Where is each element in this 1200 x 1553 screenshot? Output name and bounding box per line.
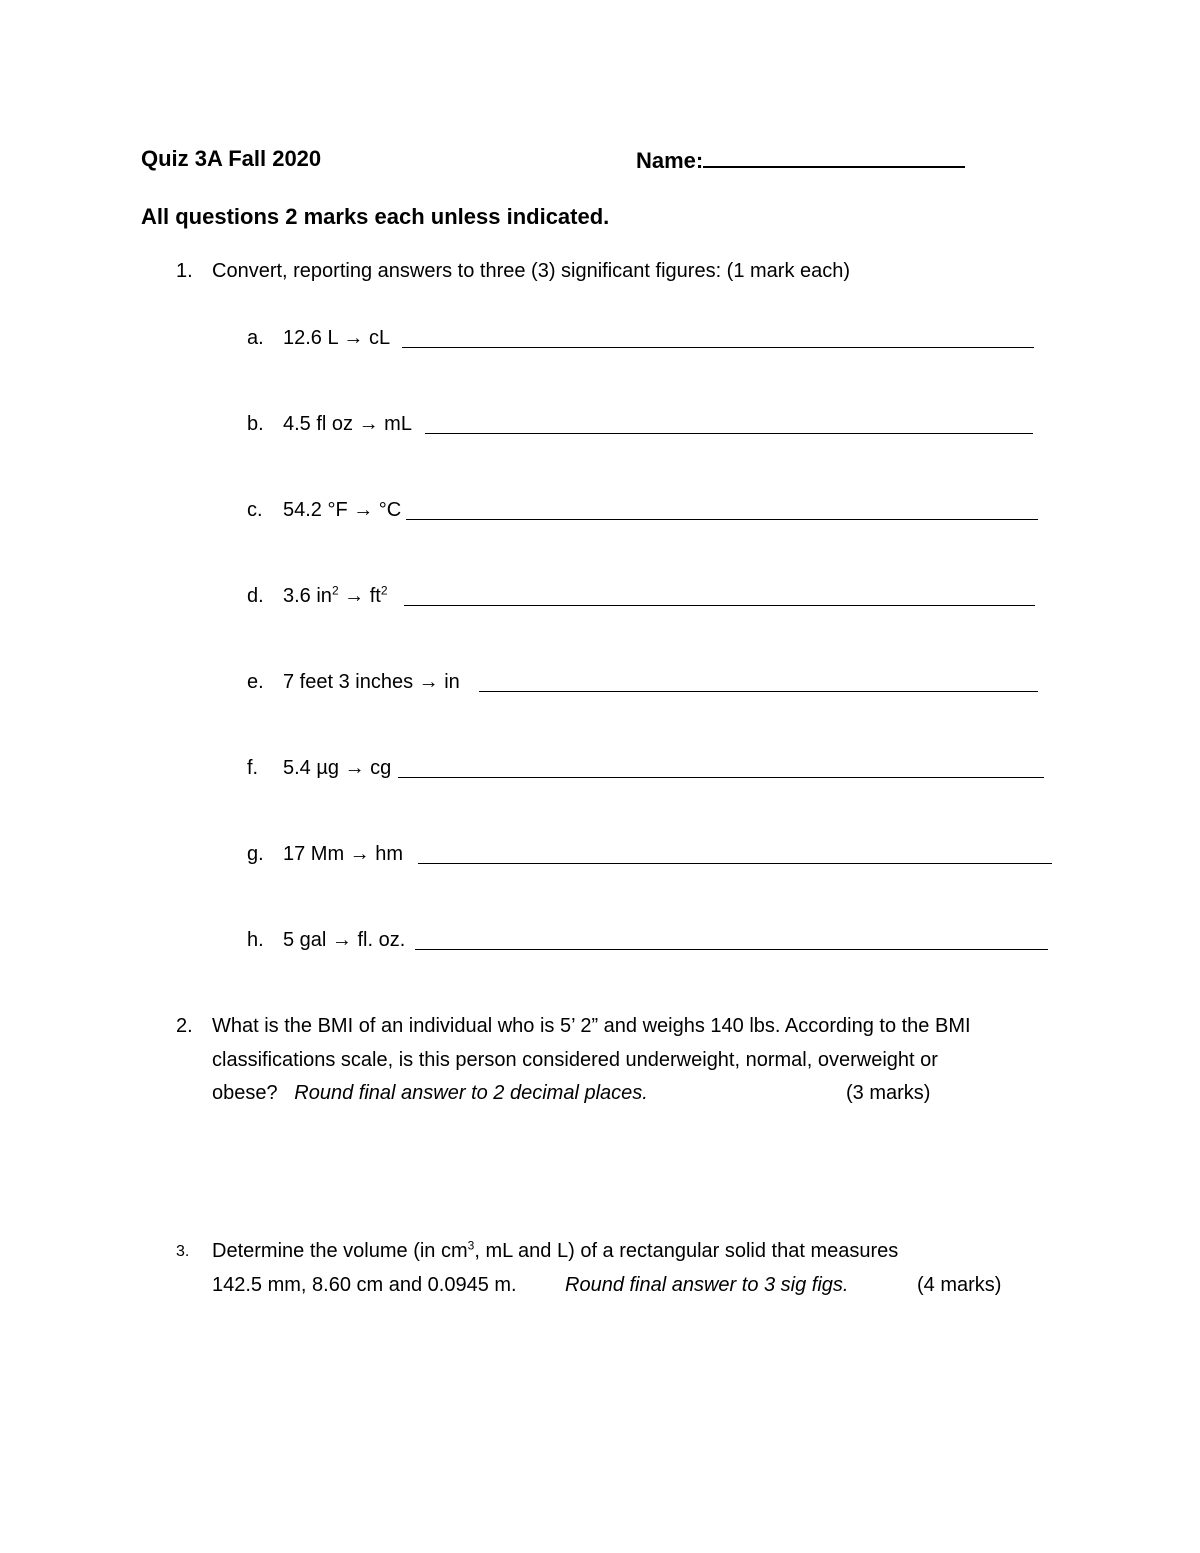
item-e-prompt: 7 feet 3 inches → in — [283, 671, 460, 693]
item-a-answer-line[interactable] — [402, 347, 1034, 348]
item-a-prompt: 12.6 L → cL — [283, 327, 391, 349]
question-2-rounding-note: Round final answer to 2 decimal places. — [294, 1082, 648, 1104]
item-h-letter: h. — [247, 929, 264, 951]
quiz-title: Quiz 3A Fall 2020 — [141, 146, 322, 171]
item-d-letter: d. — [247, 585, 264, 607]
item-d-superscript-1: 2 — [331, 583, 339, 598]
question-2-line-3 — [212, 1082, 648, 1105]
item-g-letter: g. — [247, 843, 264, 865]
item-c-letter: c. — [247, 499, 263, 521]
item-b-answer-line[interactable] — [425, 433, 1033, 434]
question-3-text-after: , mL and L) of a rectangular solid that measures — [474, 1240, 899, 1262]
item-g-prompt: 17 Mm → hm — [283, 843, 404, 865]
question-3-rounding-note — [565, 1274, 849, 1297]
question-2-marks: (3 marks) — [846, 1082, 931, 1104]
item-d-answer-line[interactable] — [404, 605, 1035, 606]
item-c-prompt: 54.2 °F → °C — [283, 499, 402, 521]
item-f-prompt: 5.4 µg → cg — [283, 757, 392, 779]
item-b-letter: b. — [247, 413, 264, 435]
question-2-number: 2. — [176, 1015, 193, 1037]
item-d-prompt — [283, 585, 388, 608]
item-e-answer-line[interactable] — [479, 691, 1038, 692]
question-3-superscript: 3 — [467, 1238, 475, 1253]
question-2-obese-text: obese? — [212, 1082, 278, 1104]
item-e-letter: e. — [247, 671, 264, 693]
item-d-prompt-mid: → ft — [338, 585, 381, 607]
question-3-line-1 — [212, 1240, 898, 1263]
item-d-superscript-2: 2 — [380, 583, 388, 598]
name-field[interactable] — [636, 146, 965, 174]
item-b-prompt: 4.5 fl oz → mL — [283, 413, 412, 435]
item-h-prompt: 5 gal → fl. oz. — [283, 929, 406, 951]
question-3-text-before: Determine the volume (in cm — [212, 1240, 468, 1262]
item-h-answer-line[interactable] — [415, 949, 1048, 950]
item-f-answer-line[interactable] — [398, 777, 1044, 778]
question-3-number: 3. — [176, 1243, 190, 1260]
question-3-rounding-italic: Round final answer to 3 sig figs. — [565, 1274, 849, 1296]
item-c-answer-line[interactable] — [406, 519, 1038, 520]
question-2-line-2: classifications scale, is this person considered underweight, normal, overweight or — [212, 1049, 938, 1071]
name-blank-line[interactable] — [703, 146, 965, 168]
question-1-text: Convert, reporting answers to three (3) significant figures: (1 mark each) — [212, 260, 851, 282]
instructions: All questions 2 marks each unless indicated. — [141, 204, 610, 229]
item-f-letter: f. — [247, 757, 259, 779]
item-g-answer-line[interactable] — [418, 863, 1052, 864]
item-a-letter: a. — [247, 327, 264, 349]
question-2-line-1: What is the BMI of an individual who is 5’ 2” and weighs 140 lbs. According to the BMI — [212, 1015, 971, 1037]
question-3-marks: (4 marks) — [917, 1274, 1002, 1296]
item-d-prompt-base: 3.6 in — [283, 585, 332, 607]
name-label: Name: — [636, 148, 704, 173]
question-3-measurements: 142.5 mm, 8.60 cm and 0.0945 m. — [212, 1274, 517, 1296]
question-1-number: 1. — [176, 260, 193, 282]
